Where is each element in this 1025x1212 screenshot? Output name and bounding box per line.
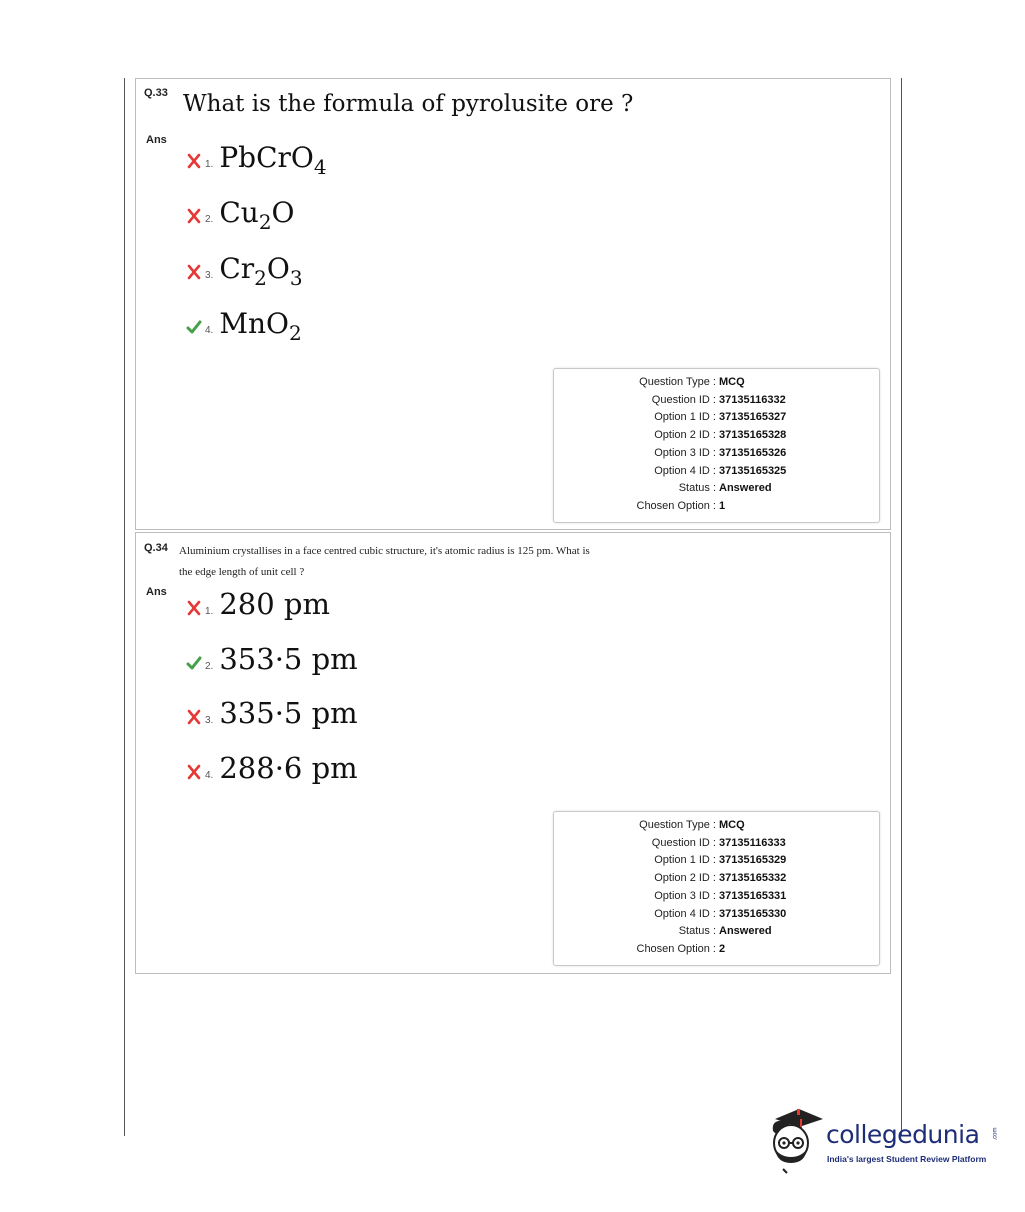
meta-row: Status : Answered xyxy=(678,482,772,495)
option-value: 335·5 pm xyxy=(219,696,358,730)
option-formula: $Cu_2O$ xyxy=(219,196,295,234)
cross-icon xyxy=(186,600,202,616)
page-right-rule xyxy=(901,78,902,1136)
meta-row: Option 3 ID : 37135165326 xyxy=(654,446,787,459)
logo-suffix: .com xyxy=(992,1127,999,1141)
option-number: 1. xyxy=(205,159,214,170)
logo-tagline: India's largest Student Review Platform xyxy=(827,1154,987,1164)
option-1 xyxy=(186,587,330,621)
collegedunia-logo xyxy=(765,1105,999,1180)
meta-row: Question Type : MCQ xyxy=(639,819,745,831)
meta-row: Chosen Option : 2 xyxy=(636,942,726,955)
check-icon xyxy=(186,319,202,335)
option-value: 353·5 pm xyxy=(219,642,358,676)
cross-icon xyxy=(186,709,202,725)
page-left-rule xyxy=(124,78,125,1136)
option-number: 3. xyxy=(205,270,214,281)
option-2 xyxy=(186,196,295,234)
question-text-line: Aluminium crystallises in a face centred cubic structure, it's atomic radius is 125 pm. What is xyxy=(179,545,590,557)
meta-row: Option 1 ID : 37135165327 xyxy=(654,411,787,424)
mascot-icon xyxy=(765,1105,825,1175)
option-number: 2. xyxy=(205,214,214,225)
question-text-line: the edge length of unit cell ? xyxy=(179,566,305,578)
option-value: 280 pm xyxy=(219,587,330,621)
option-number: 3. xyxy=(205,715,214,726)
option-2 xyxy=(186,642,358,676)
meta-row: Chosen Option : 1 xyxy=(636,499,726,512)
option-formula: $Cr_2O_3$ xyxy=(219,252,303,290)
option-1 xyxy=(186,141,327,179)
option-number: 4. xyxy=(205,325,214,336)
question-text: What is the formula of pyrolusite ore ? xyxy=(183,91,634,117)
meta-row: Question ID : 37135116333 xyxy=(651,836,786,849)
option-3 xyxy=(186,252,303,290)
option-3 xyxy=(186,696,358,730)
question-meta-panel xyxy=(553,811,880,966)
meta-row: Option 3 ID : 37135165331 xyxy=(654,889,787,902)
option-number: 2. xyxy=(205,661,214,672)
option-4 xyxy=(186,751,358,785)
option-4 xyxy=(186,307,302,345)
cross-icon xyxy=(186,264,202,280)
option-formula: MnO$_2$ xyxy=(219,307,302,345)
option-number: 4. xyxy=(205,770,214,781)
option-value: 288·6 pm xyxy=(219,751,358,785)
question-card-33 xyxy=(135,78,891,530)
meta-row: Option 4 ID : 37135165325 xyxy=(654,464,787,477)
answer-label: Ans xyxy=(146,586,167,598)
check-icon xyxy=(186,655,202,671)
option-formula: PbCrO$_4$ xyxy=(219,141,327,179)
meta-row: Option 1 ID : 37135165329 xyxy=(654,854,787,867)
meta-row: Option 4 ID : 37135165330 xyxy=(654,907,787,920)
cross-icon xyxy=(186,153,202,169)
answer-label: Ans xyxy=(146,134,167,146)
cross-icon xyxy=(186,764,202,780)
cross-icon xyxy=(186,208,202,224)
question-meta-panel xyxy=(553,368,880,523)
question-card-34 xyxy=(135,532,891,974)
meta-row: Status : Answered xyxy=(678,925,772,938)
meta-row: Option 2 ID : 37135165332 xyxy=(654,872,787,885)
meta-row: Option 2 ID : 37135165328 xyxy=(654,429,787,442)
option-number: 1. xyxy=(205,606,214,617)
meta-row: Question Type : MCQ xyxy=(639,376,745,388)
question-number: Q.34 xyxy=(144,542,168,554)
logo-wordmark: collegedunia xyxy=(826,1120,980,1149)
meta-row: Question ID : 37135116332 xyxy=(651,393,786,406)
question-text xyxy=(179,541,699,583)
question-number: Q.33 xyxy=(144,87,168,99)
